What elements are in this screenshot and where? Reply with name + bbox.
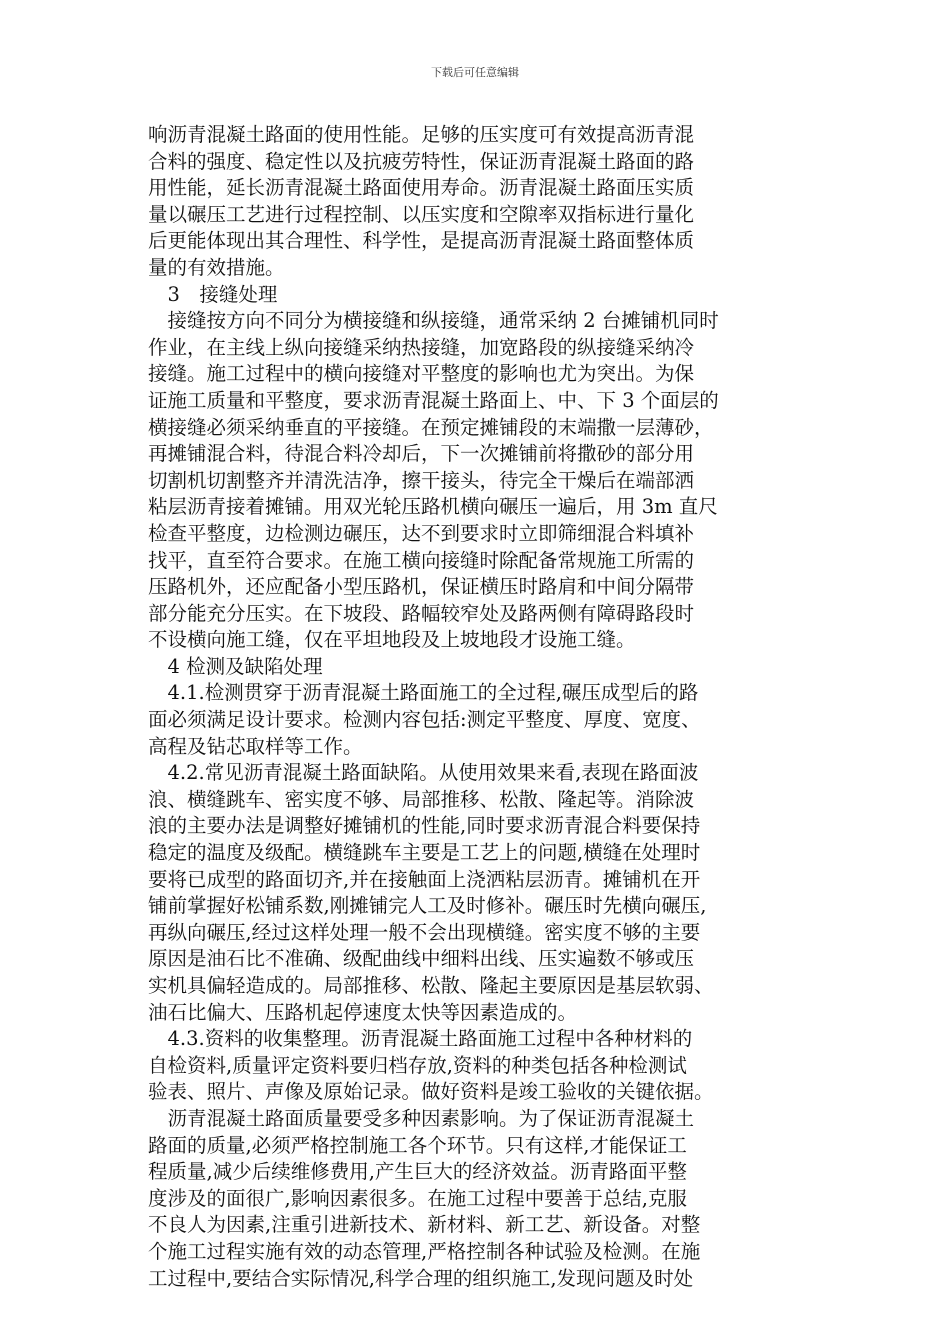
text-line: 切割机切割整齐并清洗洁净，擦干接头，待完全干燥后在端部洒 xyxy=(148,468,695,492)
text-line: 横接缝必须采纳垂直的平接缝。在预定摊铺段的末端撒一层薄砂， xyxy=(148,415,714,439)
text-line: 再摊铺混合料，待混合料冷却后，下一次摊铺前将撒砂的部分用 xyxy=(148,442,695,466)
text-line: 4.1.检测贯穿于沥青混凝土路面施工的全过程,碾压成型后的路 xyxy=(148,681,699,705)
page-header: 下载后可任意编辑 xyxy=(431,66,519,79)
text-line: 证施工质量和平整度，要求沥青混凝土路面上、中、下 3 个面层的 xyxy=(148,388,719,412)
text-line: 再纵向碾压,经过这样处理一般不会出现横缝。密实度不够的主要 xyxy=(148,920,701,944)
text-line: 高程及钻芯取样等工作。 xyxy=(148,734,363,758)
text-line: 不设横向施工缝，仅在平坦地段及上坡地段才设施工缝。 xyxy=(148,628,636,652)
text-line: 度涉及的面很广,影响因素很多。在施工过程中要善于总结,克服 xyxy=(148,1186,687,1210)
section-heading: 4 检测及缺陷处理 xyxy=(148,654,323,678)
text-line: 4.2.常见沥青混凝土路面缺陷。从使用效果来看,表现在路面波 xyxy=(148,761,699,785)
text-line: 要将已成型的路面切齐,并在接触面上浇洒粘层沥青。摊铺机在开 xyxy=(148,867,701,891)
text-line: 4.3.资料的收集整理。沥青混凝土路面施工过程中各种材料的 xyxy=(148,1027,693,1051)
text-line: 稳定的温度及级配。横缝跳车主要是工艺上的问题,横缝在处理时 xyxy=(148,841,701,865)
text-line: 油石比偏大、压路机起停速度太快等因素造成的。 xyxy=(148,1000,578,1024)
text-line: 作业，在主线上纵向接缝采纳热接缝，加宽路段的纵接缝采纳冷 xyxy=(148,335,695,359)
text-line: 原因是油石比不准确、级配曲线中细料出线、压实遍数不够或压 xyxy=(148,947,695,971)
text-line: 面必须满足设计要求。检测内容包括:测定平整度、厚度、宽度、 xyxy=(148,708,701,732)
text-line: 用性能，延长沥青混凝土路面使用寿命。沥青混凝土路面压实质 xyxy=(148,176,695,200)
text-line: 后更能体现出其合理性、科学性，是提高沥青混凝土路面整体质 xyxy=(148,229,695,253)
text-line: 检查平整度，边检测边碾压，达不到要求时立即筛细混合料填补 xyxy=(148,521,695,545)
text-line: 不良人为因素,注重引进新技术、新材料、新工艺、新设备。对整 xyxy=(148,1213,701,1237)
text-line: 量的有效措施。 xyxy=(148,255,285,279)
text-line: 量以碾压工艺进行过程控制、以压实度和空隙率双指标进行量化 xyxy=(148,202,695,226)
text-line: 沥青混凝土路面质量要受多种因素影响。为了保证沥青混凝土 xyxy=(148,1106,695,1130)
text-line: 浪的主要办法是调整好摊铺机的性能,同时要求沥青混合料要保持 xyxy=(148,814,701,838)
text-line: 粘层沥青接着摊铺。用双光轮压路机横向碾压一遍后，用 3m 直尺 xyxy=(148,495,718,519)
text-line: 压路机外，还应配备小型压路机，保证横压时路肩和中间分隔带 xyxy=(148,575,695,599)
text-line: 程质量,减少后续维修费用,产生巨大的经济效益。沥青路面平整 xyxy=(148,1160,687,1184)
text-line: 合料的强度、稳定性以及抗疲劳特性，保证沥青混凝土路面的路 xyxy=(148,149,695,173)
text-line: 个施工过程实施有效的动态管理,严格控制各种试验及检测。在施 xyxy=(148,1239,701,1263)
text-line: 响沥青混凝土路面的使用性能。足够的压实度可有效提高沥青混 xyxy=(148,123,695,146)
text-line: 路面的质量,必须严格控制施工各个环节。只有这样,才能保证工 xyxy=(148,1133,687,1157)
text-line: 铺前掌握好松铺系数,刚摊铺完人工及时修补。碾压时先横向碾压, xyxy=(148,894,707,918)
text-line: 验表、照片、声像及原始记录。做好资料是竣工验收的关键依据。 xyxy=(148,1080,714,1104)
text-line: 接缝。施工过程中的横向接缝对平整度的影响也尤为突出。为保 xyxy=(148,362,695,386)
text-line: 找平，直至符合要求。在施工横向接缝时除配备常规施工所需的 xyxy=(148,548,695,572)
text-line: 自检资料,质量评定资料要归档存放,资料的种类包括各种检测试 xyxy=(148,1053,687,1077)
text-line: 浪、横缝跳车、密实度不够、局部推移、松散、隆起等。消除波 xyxy=(148,787,695,811)
section-heading: 3 接缝处理 xyxy=(148,282,278,306)
text-line: 部分能充分压实。在下坡段、路幅较窄处及路两侧有障碍路段时 xyxy=(148,601,695,625)
document-body xyxy=(148,122,798,1292)
text-line: 工过程中,要结合实际情况,科学合理的组织施工,发现问题及时处 xyxy=(148,1266,694,1290)
text-line: 实机具偏轻造成的。局部推移、松散、隆起主要原因是基层软弱、 xyxy=(148,974,714,997)
text-line: 接缝按方向不同分为横接缝和纵接缝，通常采纳 2 台摊铺机同时 xyxy=(148,309,719,333)
